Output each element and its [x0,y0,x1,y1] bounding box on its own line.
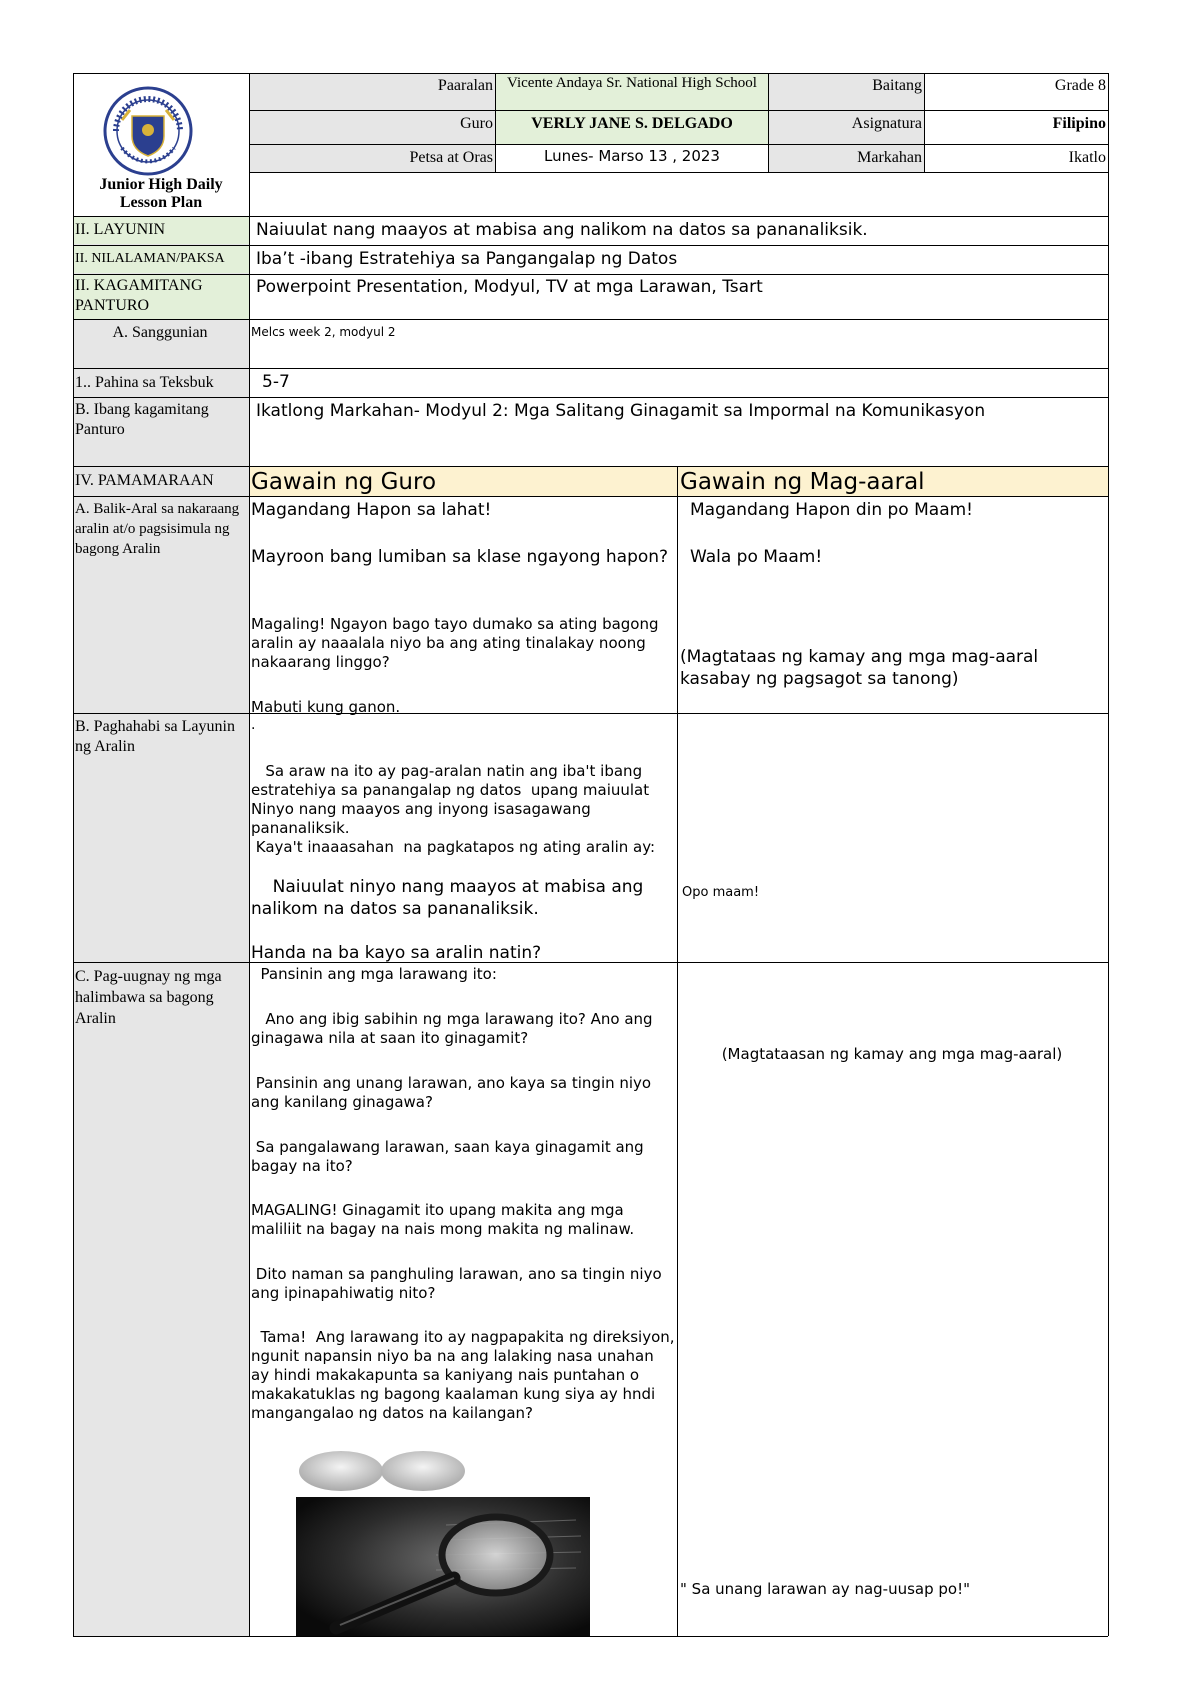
c-guro-magaling: MAGALING! Ginagamit ito upang makita ang mga maliliit na bagay na nais mong makita ng malinaw. [251,1201,635,1238]
c-guro-observe: Pansinin ang mga larawang ito: [251,965,497,983]
section-a-label: A. Balik-Aral sa nakaraang aralin at/o pagsisimula ng bagong Aralin [75,501,240,557]
nilalaman-label: II. NILALAMAN/PAKSA [75,251,225,266]
section-b-label: B. Paghahabi sa Layunin ng Aralin [75,718,235,755]
kagamitan-label: II. KAGAMITANG PANTURO [75,277,203,314]
c-guro-question: Ano ang ibig sabihin ng mga larawang ito? Ano ang ginagawa nila at saan ito ginagamit? [251,1010,658,1047]
b-guro-dot: . [251,717,256,733]
school-value: Vicente Andaya Sr. National High School [507,75,757,91]
teacher-value: VERLY JANE S. DELGADO [531,115,733,132]
grade-label: Baitang [872,77,922,94]
sanggunian-value: Melcs week 2, modyul 2 [251,325,396,339]
b-mag-answer: Opo maam! [682,885,760,900]
guro-heading: Gawain ng Guro [251,469,437,495]
deped-seal-icon [98,86,198,176]
c-guro-first-image: Pansinin ang unang larawan, ano kaya sa tingin niyo ang kanilang ginagawa? [251,1074,656,1111]
date-label: Petsa at Oras [409,149,493,166]
a-guro-review: Magaling! Ngayon bago tayo dumako sa ating bagong aralin ay naaalala niyo ba ang ating tinalakay noong nakaarang linggo? [251,615,664,671]
c-mag-first-answer: " Sa unang larawan ay nag-uusap po!" [680,1580,970,1598]
subject-value: Filipino [1052,115,1106,132]
quarter-label: Markahan [857,149,922,166]
ibang-value: Ikatlong Markahan- Modyul 2: Mga Salitang Ginagamit sa Impormal na Komunikasyon [256,401,986,421]
a-guro-closing: Mabuti kung ganon. [251,698,401,716]
layunin-value: Naiuulat nang maayos at mabisa ang nalikom na datos sa pananaliksik. [256,220,868,240]
quarter-value: Ikatlo [1068,149,1106,166]
magaaral-heading: Gawain ng Mag-aaral [680,469,925,495]
c-mag-raise-hands: (Magtataasan ng kamay ang mga mag-aaral) [721,1045,1063,1063]
c-guro-last-image: Dito naman sa panghuling larawan, ano sa tingin niyo ang ipinapahiwatig nito? [251,1265,667,1302]
a-mag-attendance: Wala po Maam! [690,547,823,567]
pahina-value: 5-7 [262,372,290,392]
b-guro-objective: Naiuulat ninyo nang maayos at mabisa ang nalikom na datos sa pananaliksik. [251,877,649,919]
layunin-label: II. LAYUNIN [75,221,166,238]
pahina-label: 1.. Pahina sa Teksbuk [75,374,214,391]
teacher-label: Guro [460,115,493,132]
school-label: Paaralan [437,77,493,94]
a-mag-response: (Magtataas ng kamay ang mga mag-aaral kasabay ng pagsagot sa tanong) [680,647,1044,689]
c-guro-second-image: Sa pangalawang larawan, saan kaya ginagamit ang bagay na ito? [251,1138,649,1175]
ibang-label: B. Ibang kagamitang Panturo [75,401,209,438]
subject-label: Asignatura [851,115,922,132]
sanggunian-label: A. Sanggunian [112,324,208,341]
a-mag-greeting: Magandang Hapon din po Maam! [690,500,973,520]
nilalaman-value: Iba’t -ibang Estratehiya sa Pangangalap ng Datos [256,249,678,269]
plan-title: Junior High Daily Lesson Plan [99,176,223,211]
grade-value: Grade 8 [1054,77,1106,94]
a-guro-attendance: Mayroon bang lumiban sa klase ngayong hapon? [251,547,669,567]
magnifying-glass-image [296,1450,592,1636]
c-guro-tama: Tama! Ang larawang ito ay nagpapakita ng direksiyon, ngunit napansin niyo ba na ang lalaking nasa unahan ay hindi makakapunta sa kaniyang nais puntahan o makakatuklas ng bagong kaalaman kung siya ay hndi mangangalao ng datos na kailangan? [251,1328,680,1422]
b-guro-intro: Sa araw na ito ay pag-aralan natin ang iba't ibang estratehiya sa panangalap ng datos upang maiuulat Ninyo nang maayos ang inyong isasagawang pananaliksik. Kaya't inaaasahan na pagkatapos ng ating aralin ay: [251,762,656,856]
kagamitan-value: Powerpoint Presentation, Modyul, TV at mga Larawan, Tsart [256,277,763,297]
a-guro-greeting: Magandang Hapon sa lahat! [251,500,492,520]
section-c-label: C. Pag-uugnay ng mga halimbawa sa bagong Aralin [75,968,222,1027]
pamamaraan-label: IV. PAMAMARAAN [75,472,214,489]
b-guro-ready: Handa na ba kayo sa aralin natin? [251,943,542,963]
date-value: Lunes- Marso 13 , 2023 [544,147,720,165]
